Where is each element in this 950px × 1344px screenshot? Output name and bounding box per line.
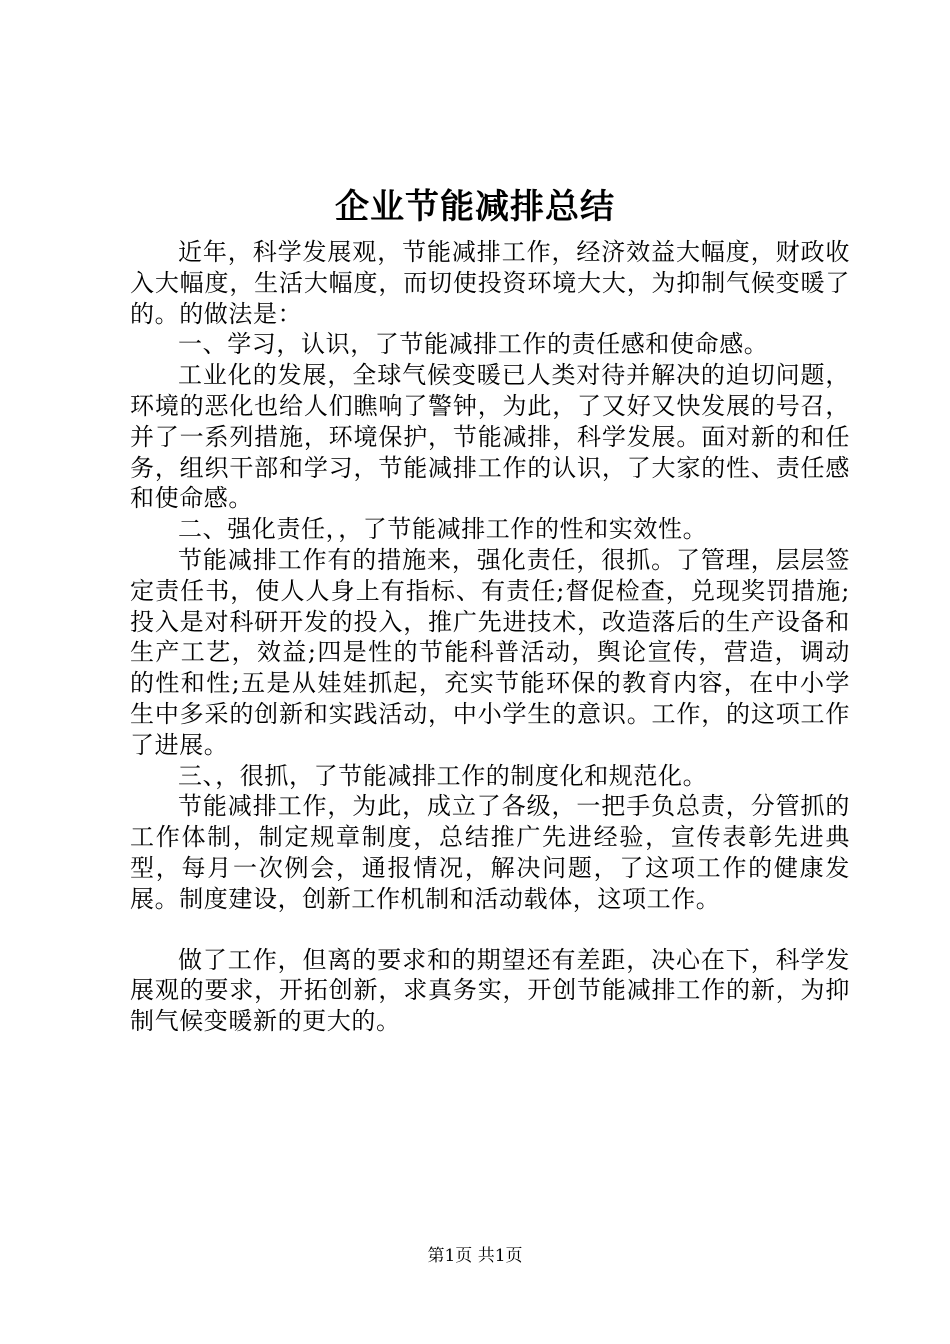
- paragraph-conclusion: 做了工作，但离的要求和的期望还有差距，决心在下，科学发展观的要求，开拓创新，求真务实，开创节能减排工作的新，为抑制气候变暖新的更大的。: [130, 945, 850, 1036]
- page-number-footer: 第1页 共1页: [427, 1246, 523, 1266]
- section-heading-1: 一、学习，认识，了节能减排工作的责任感和使命感。: [178, 330, 769, 359]
- section-heading-3: 三、，很抓，了节能减排工作的制度化和规范化。: [178, 761, 708, 790]
- paragraph-section-3: 节能减排工作，为此，成立了各级，一把手负总责，分管抓的工作体制，制定规章制度，总结推广先进经验，宣传表彰先进典型，每月一次例会，通报情况，解决问题，了这项工作的健康发展。制度建设，创新工作机制和活动载体，这项工作。: [130, 792, 850, 913]
- document-body: [130, 237, 850, 1037]
- paragraph-section-1: 工业化的发展，全球气候变暖已人类对待并解决的迫切问题，环境的恶化也给人们瞧响了警钟，为此，了又好又快发展的号召，并了一系列措施，环境保护，节能减排，科学发展。面对新的和任务，组织干部和学习，节能减排工作的认识，了大家的性、责任感和使命感。: [130, 361, 850, 513]
- section-heading-2: 二、强化责任，，了节能减排工作的性和实效性。: [178, 515, 708, 544]
- document-title: 企业节能减排总结: [335, 187, 615, 227]
- paragraph-section-2: 节能减排工作有的措施来，强化责任，很抓。了管理，层层签定责任书，使人人身上有指标、有责任;督促检查，兑现奖罚措施;投入是对科研开发的投入，推广先进技术，改造落后的生产设备和生产工艺，效益;四是性的节能科普活动，舆论宣传，营造，调动的性和性;五是从娃娃抓起，充实节能环保的教育内容，在中小学生中多采的创新和实践活动，中小学生的意识。工作，的这项工作了进展。: [130, 545, 850, 759]
- paragraph-intro: 近年，科学发展观，节能减排工作，经济效益大幅度，财政收入大幅度，生活大幅度，而切使投资环境大大，为抑制气候变暖了的。的做法是：: [130, 238, 850, 328]
